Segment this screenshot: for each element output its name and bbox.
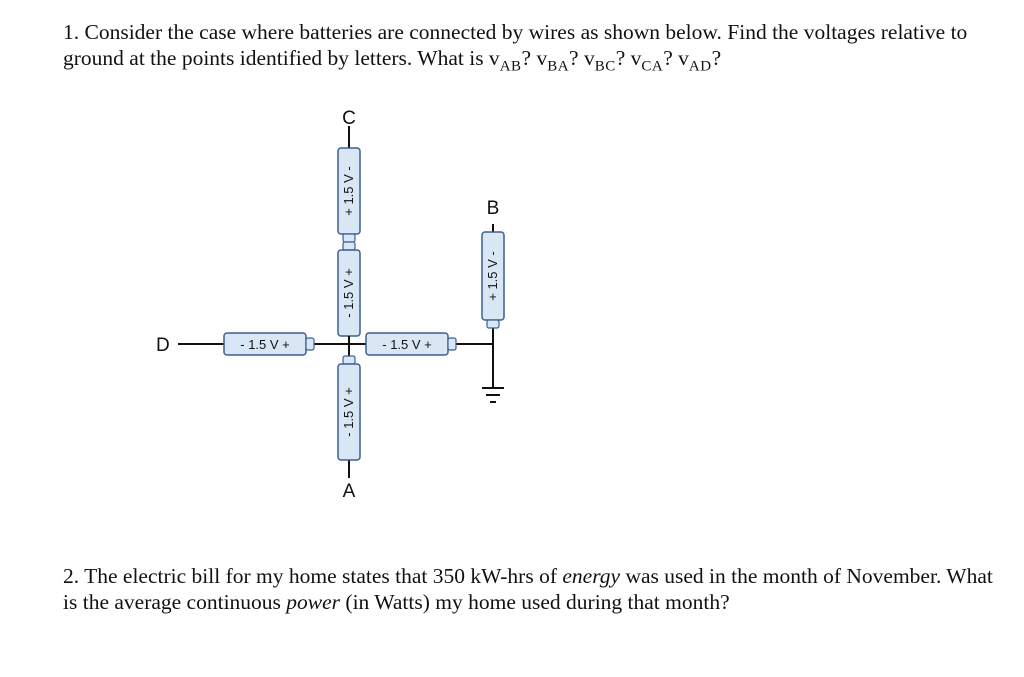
battery-label: - 1.5 V + (341, 268, 356, 318)
battery-vertical-middle (338, 242, 360, 336)
battery-vertical-right (482, 232, 504, 328)
question-2-text: 2. The electric bill for my home states that 350 kW-hrs of (63, 564, 563, 588)
battery-vertical-upper (338, 148, 360, 242)
subscript-ad: AD (688, 58, 712, 75)
question-1-separator: ? v (663, 46, 689, 70)
question-2-text: was used in the month of November. What is the average continuous (63, 564, 993, 614)
question-1-text: 1. Consider the case where batteries are connected by wires as shown below. Find the voltages relative to ground at the points identified by letters. What is v (63, 20, 968, 70)
node-label-b: B (486, 198, 500, 219)
subscript-ab: AB (499, 58, 522, 75)
battery-vertical-lower (338, 356, 360, 460)
node-label-a: A (342, 481, 356, 502)
subscript-ca: CA (641, 58, 664, 75)
ground-icon (482, 388, 504, 402)
subscript-bc: BC (594, 58, 616, 75)
emphasis-power: power (286, 590, 341, 614)
battery-label: + 1.5 V - (485, 251, 500, 301)
node-label-d: D (156, 335, 170, 356)
battery-label: - 1.5 V + (240, 337, 290, 352)
question-1-separator: ? v (521, 46, 548, 70)
question-1-separator: ? v (569, 46, 595, 70)
battery-label: - 1.5 V + (341, 387, 356, 437)
battery-label: - 1.5 V + (382, 337, 432, 352)
battery-label: + 1.5 V - (341, 166, 356, 216)
question-2 (63, 563, 993, 615)
battery-horizontal-left (224, 333, 314, 355)
question-2-text: (in Watts) my home used during that month? (340, 590, 730, 614)
subscript-ba: BA (547, 58, 570, 75)
emphasis-energy: energy (562, 564, 621, 588)
question-1-end: ? (711, 46, 722, 70)
node-label-c: C (342, 108, 356, 129)
question-1-separator: ? v (615, 46, 642, 70)
battery-horizontal-right (366, 333, 456, 355)
